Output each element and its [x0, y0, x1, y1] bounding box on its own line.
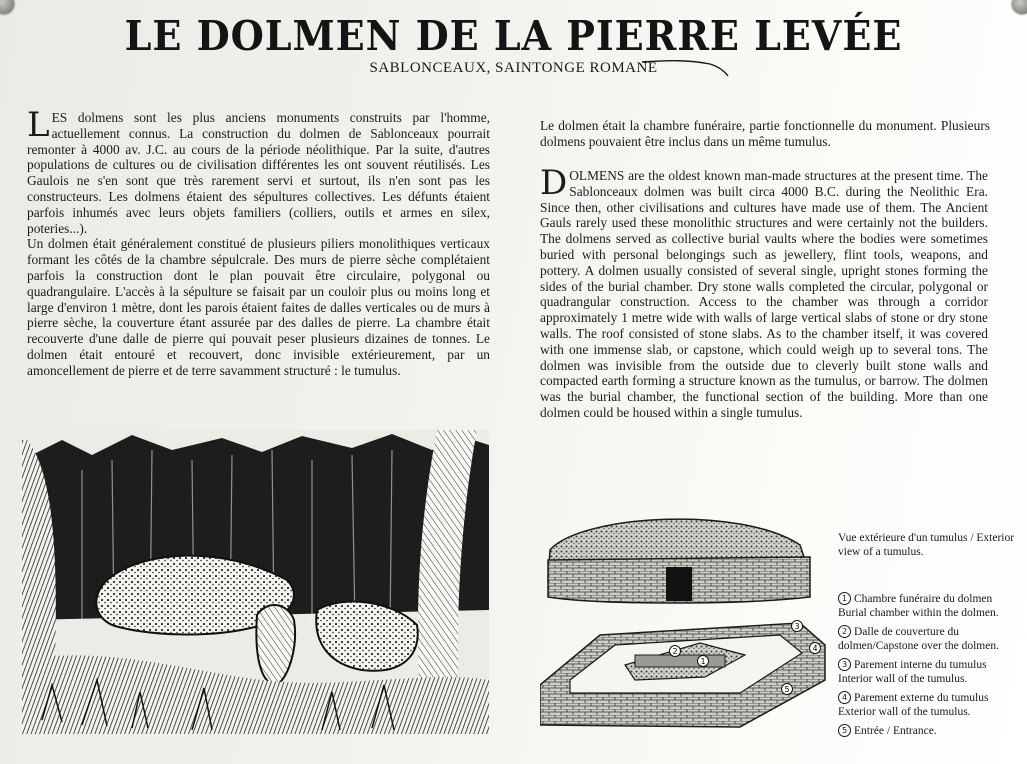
legend-number: 3 [838, 658, 851, 671]
french-paragraph-3 [540, 118, 990, 150]
sign-subtitle: SABLONCEAUX, SAINTONGE ROMANE [369, 60, 658, 76]
diagram-legend [838, 592, 1023, 744]
legend-item [838, 724, 1023, 739]
tumulus-cutaway-view [540, 623, 825, 727]
diagram-number-5: 5 [784, 685, 790, 694]
diagram-number-4: 4 [812, 644, 818, 653]
tumulus-diagram [540, 505, 830, 730]
legend-number: 2 [838, 625, 851, 638]
legend-text-en: Exterior wall of the tumulus. [838, 705, 971, 718]
english-dropcap: D [540, 163, 568, 203]
legend-number: 1 [838, 592, 851, 605]
sign-title: LE DOLMEN DE LA PIERRE LEVÉE [124, 12, 903, 60]
french-dropcap: L [27, 105, 50, 145]
english-paragraph-text: OLMENS are the oldest known man-made structures at the present time. The Sablonceaux dolmen was built circa 4000 B.C. during the Neolithic Era. Since then, other civilisations and cultures have made use of them. The Ancient Gauls rarely used these monolithic structures and were certainly not the builders. The dolmens served as collective burial vaults where the bodies were sometimes buried with personal belongings such as jewellery, flint tools, weapons, and pottery. A dolmen usually consisted of several single, upright stones forming the sides of the burial chamber. Dry stone walls completed the circular, polygonal or quadrangular construction. Access to the chamber was through a corridor approximately 1 metre wide with walls of large vertical slabs of stone or dry stone walls. The roof consisted of stone slabs. As to the chamber itself, it was covered with one immense slab, or capstone, which could weigh up to several tons. The dolmen was invisible from the outside due to cleverly built stone walls and compacted earth forming a structure known as the tumulus, or barrow. The dolmen was the burial chamber, the functional section of the building. More than one dolmen could be housed within a single tumulus. [540, 168, 988, 420]
french-paragraph-3-text: Le dolmen était la chambre funéraire, partie fonctionnelle du monument. Plusieurs dolmens pouvaient être inclus dans un même tumulus. [540, 118, 990, 149]
exterior-view-caption: Vue extérieure d'un tumulus / Exterior view of a tumulus. [838, 532, 1015, 558]
corner-screw-top-left [0, 0, 14, 14]
legend-number: 5 [838, 724, 851, 737]
legend-item [838, 592, 1023, 620]
legend-text-fr: Parement interne du tumulus [854, 659, 987, 671]
legend-item [838, 625, 1023, 653]
legend-item [838, 658, 1023, 686]
legend-number: 4 [838, 691, 851, 704]
legend-text-en: Burial chamber within the dolmen. [838, 606, 999, 619]
english-paragraph [540, 163, 988, 421]
legend-text-fr: Dalle de couverture du [854, 626, 960, 638]
legend-item [838, 691, 1023, 719]
diagram-number-3: 3 [794, 622, 800, 631]
french-text-column [27, 105, 490, 379]
diagram-number-2: 2 [672, 647, 678, 656]
legend-text-en: dolmen/Capstone over the dolmen. [838, 639, 999, 652]
legend-text-fr: Entrée / Entrance. [854, 725, 937, 737]
corner-screw-top-right [1012, 0, 1027, 14]
dolmen-engraving-illustration [22, 430, 489, 734]
french-paragraph-1 [27, 105, 490, 236]
legend-text-fr: Chambre funéraire du dolmen [854, 593, 993, 605]
french-paragraph-1-text: ES dolmens sont les plus anciens monuments construits par l'homme, actuellement connus. La construction du dolmen de Sablonceaux pourrait remonter à 4000 av. J.C. au cours de la période néolithique. Par la suite, d'autres populations de cultures ou de civilisation différentes les ont souvent réutilisés. Les Gaulois ne s'en sont que très rarement servi et surtout, ils n'en sont pas les constructeurs. Les dolmens étaient des sépultures collectives. Les défunts étaient parfois inhumés avec leurs objets familiers (colliers, outils et armes en silex, poteries...). [27, 110, 490, 236]
english-text-column [540, 163, 988, 421]
french-paragraph-2: Un dolmen était généralement constitué de plusieurs piliers monolithiques verticaux formant les côtés de la chambre sépulcrale. Des murs de pierre sèche complétaient parfois la construction dont le plan pouvait être circulaire, polygonal ou quadrangulaire. L'accès à la sépulture se faisait par un couloir plus ou moins long et large d'environ 1 mètre, dont les parois étaient faites de dalles verticales ou de murs à pierre sèche, la couverture étant assurée par des dalles de pierre. La chambre était recouverte d'une dalle de pierre qui pouvait peser plusieurs dizaines de tonnes. Le dolmen était entouré et recouvert, donc invisible extérieurement, par un amoncellement de pierre et de terre savamment structuré : le tumulus. [27, 236, 490, 378]
diagram-number-1: 1 [700, 657, 706, 666]
tumulus-exterior-view [548, 519, 810, 603]
legend-text-en: Interior wall of the tumulus. [838, 672, 968, 685]
title-flourish [640, 58, 730, 78]
legend-text-fr: Parement externe du tumulus [854, 692, 989, 704]
